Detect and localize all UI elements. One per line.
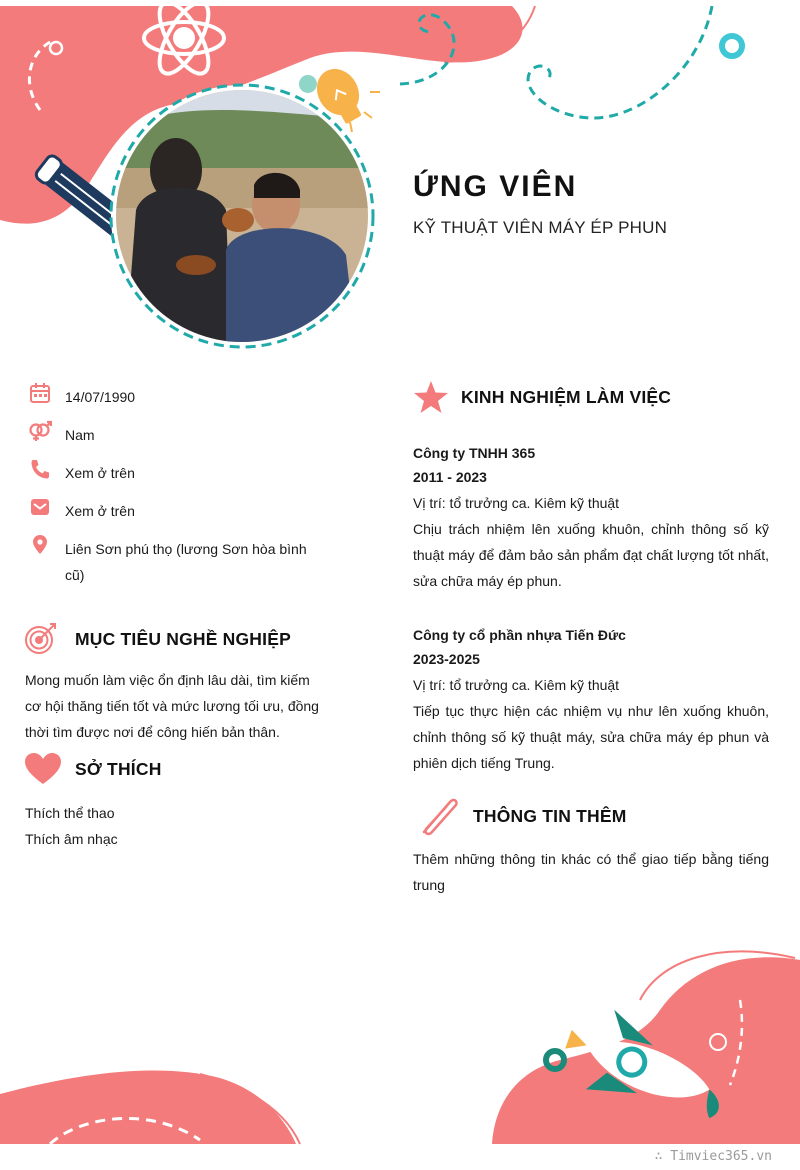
job-description: Tiếp tục thực hiện các nhiệm vụ như lên xuống khuôn, chỉnh thông số kỹ thuật máy, sửa chữa máy ép phun và phiên dịch tiếng Trung.	[413, 703, 769, 771]
phone-icon	[28, 458, 52, 480]
experience-title: KINH NGHIỆM LÀM VIỆC	[461, 386, 672, 407]
job-period: 2011 - 2023	[413, 469, 487, 485]
heart-icon	[24, 752, 62, 786]
target-icon	[24, 621, 60, 657]
phone-row	[28, 460, 318, 486]
birthday-row	[28, 384, 318, 410]
gender-row	[28, 422, 318, 448]
birthday-text: 14/07/1990	[65, 389, 136, 405]
address-row	[28, 536, 318, 588]
envelope-icon	[28, 496, 52, 518]
address-text: Liên Sơn phú thọ (lương Sơn hòa bình cũ)	[65, 541, 307, 583]
candidate-name: ỨNG VIÊN	[413, 170, 578, 203]
job-company: Công ty cổ phần nhựa Tiến Đức	[413, 627, 626, 643]
additional-heading	[416, 796, 626, 836]
calendar-icon	[28, 382, 52, 404]
watermark: ∴ Timviec365.vn	[654, 1149, 772, 1164]
hobbies-heading	[24, 752, 162, 786]
location-pin-icon	[28, 534, 52, 556]
hobby-item: Thích âm nhạc	[25, 831, 118, 847]
hobbies-title: SỞ THÍCH	[75, 758, 162, 779]
candidate-role: KỸ THUẬT VIÊN MÁY ÉP PHUN	[413, 218, 668, 237]
hobby-item: Thích thể thao	[25, 805, 115, 821]
job-period: 2023-2025	[413, 651, 480, 667]
email-row	[28, 498, 318, 524]
job-description: Chịu trách nhiệm lên xuống khuôn, chỉnh thông số kỹ thuật máy để đảm bảo sản phẩm đạt chất lượng tốt nhất, sửa chữa máy ép phun.	[413, 521, 769, 589]
objective-text: Mong muốn làm việc ổn định lâu dài, tìm kiếm cơ hội thăng tiến tốt và mức lương tối ưu, đồng thời tìm được nơi để công hiến bản thân.	[25, 672, 319, 740]
gender-icon	[28, 420, 52, 442]
additional-title: THÔNG TIN THÊM	[473, 805, 627, 826]
phone-text: Xem ở trên	[65, 465, 135, 481]
job-position: Vị trí: tổ trưởng ca. Kiêm kỹ thuật	[413, 677, 620, 693]
star-icon	[413, 380, 449, 414]
job-position: Vị trí: tổ trưởng ca. Kiêm kỹ thuật	[413, 495, 620, 511]
objective-title: MỤC TIÊU NGHỀ NGHIỆP	[75, 628, 291, 649]
experience-heading	[413, 380, 671, 414]
avatar-photo	[116, 90, 368, 342]
objective-heading	[24, 621, 291, 657]
paperclip-icon	[416, 796, 460, 836]
gender-text: Nam	[65, 427, 95, 443]
email-text: Xem ở trên	[65, 503, 135, 519]
job-company: Công ty TNHH 365	[413, 445, 536, 461]
avatar	[116, 90, 368, 342]
additional-text: Thêm những thông tin khác có thể giao tiếp bằng tiếng trung	[413, 851, 769, 893]
